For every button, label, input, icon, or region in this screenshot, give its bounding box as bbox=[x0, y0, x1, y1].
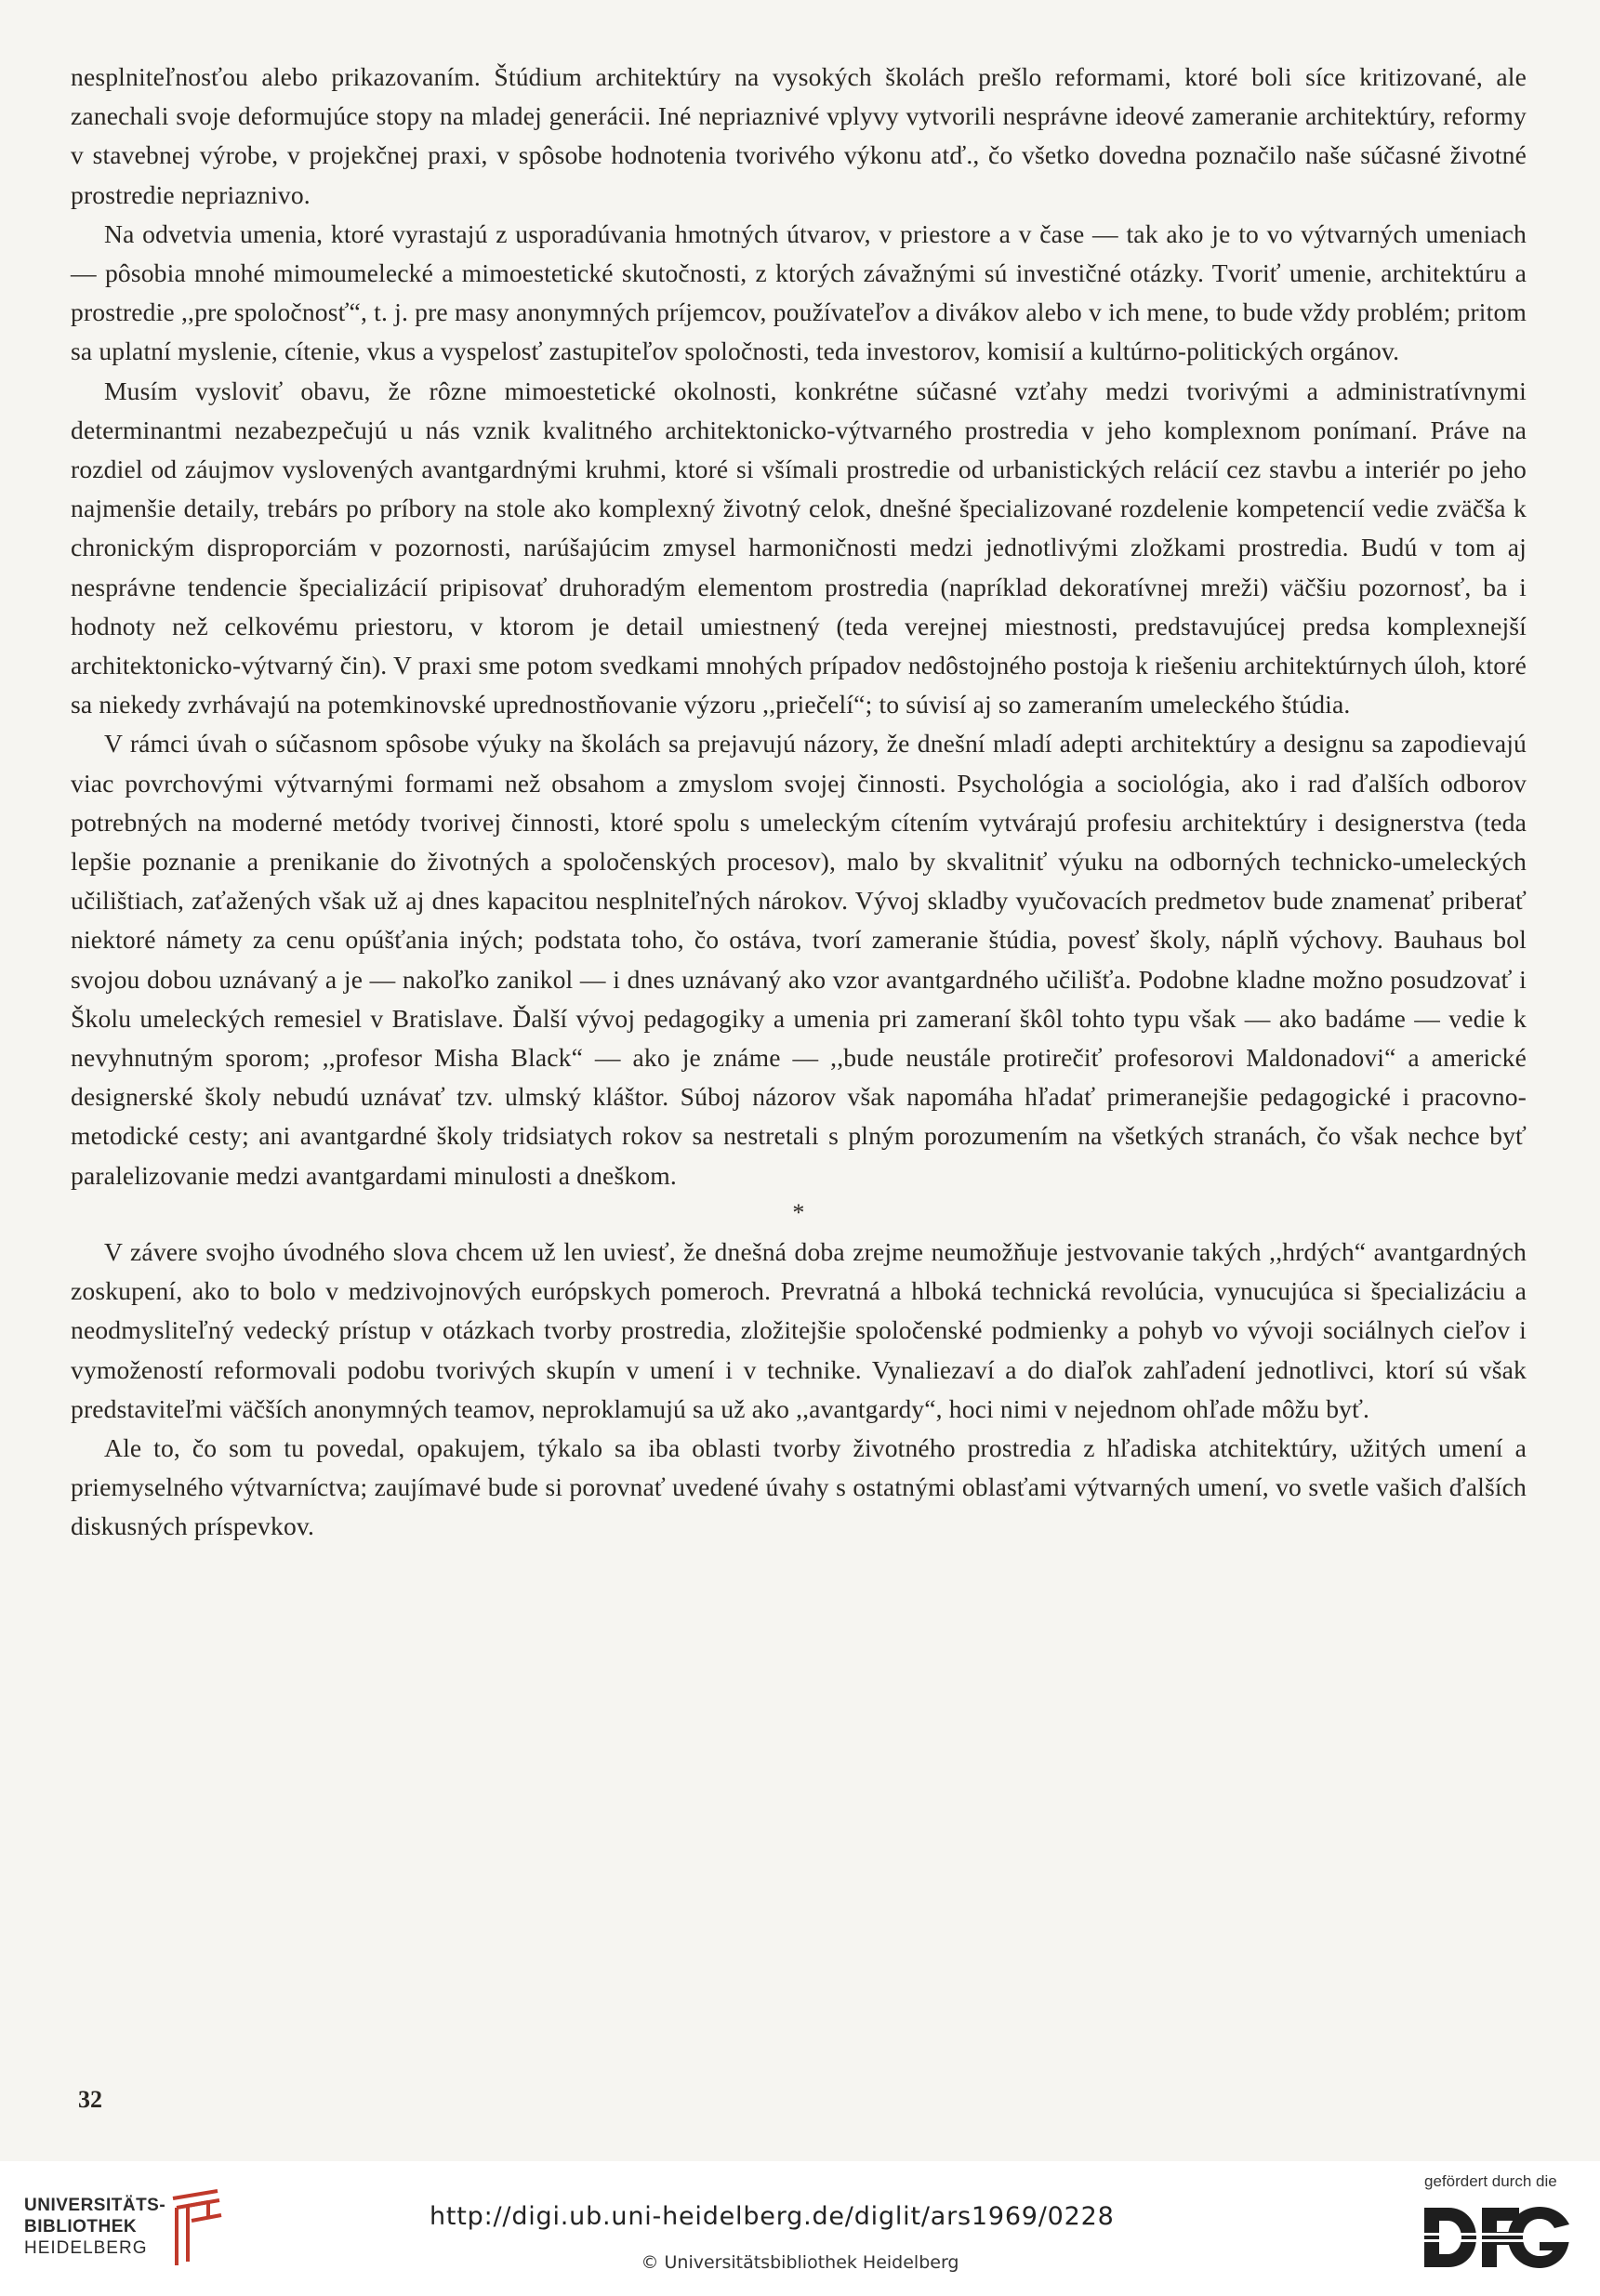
library-name-line: HEIDELBERG bbox=[24, 2238, 148, 2258]
library-name bbox=[24, 2195, 165, 2259]
paragraph: V rámci úvah o súčasnom spôsobe výuky na školách sa prejavujú názory, že dnešní mladí adepti architektúry a designu sa zapodievajú viac povrchovými výtvarnými formami než obsahom a zmyslom svojej činnosti. Psychológia a sociológia, ako i rad ďalších odborov potrebných na moderné metódy tvorivej činnosti, ktoré spolu s umeleckým cítením vytvárajú profesiu architektúry i designerstva (teda lepšie poznanie a prenikanie do životných a spoločenských procesov), malo by skvalitniť výuku na odborných technicko-umeleckých učilištiach, zaťažených však už aj dnes kapacitou nesplniteľných nárokov. Vývoj skladby vyučovacích predmetov bude znamenať priberať niektoré námety za cenu opúšťania iných; podstata toho, čo ostáva, tvorí zameranie štúdia, povesť školy, náplň výchovy. Bauhaus bol svojou dobou uznávaný a je — nakoľko zanikol — i dnes uznávaný ako vzor avantgardného učilišťa. Podobne kladne možno posudzovať i Školu umeleckých remesiel v Bratislave. Ďalší vývoj pedagogiky a umenia pri zameraní škôl tohto typu však — ako badáme — vedie k nevyhnutným sporom; ,,profesor Misha Black“ — ako je známe — ,,bude neustále protirečiť profesorovi Maldonadovi“ a americké designerské školy nebudú uznávať tzv. ulmský kláštor. Súboj názorov však napomáha hľadať primeranejšie pedagogické i pracovno-metodické cesty; ani avantgardné školy tridsiatych rokov sa nestretali s plným porozumením na všetkých stranách, čo však nechce byť paralelizovanie medzi avantgardami minulosti a dneškom. bbox=[71, 729, 1527, 1190]
article-text bbox=[71, 58, 1527, 1547]
paragraph: Na odvetvia umenia, ktoré vyrastajú z usporadúvania hmotných útvarov, v priestore a v čase — tak ako je to vo výtvarných umeniach — pôsobia mnohé mimoumelecké a mimoestetické skutočnosti, z ktorých závažnými sú investičné otázky. Tvoriť umenie, architektúru a prostredie ,,pre spoločnosť“, t. j. pre masy anonymných príjemcov, používateľov a divákov alebo v ich mene, to bude vždy problém; pritom sa uplatní myslenie, cítenie, vkus a vyspelosť zastupiteľov spoločnosti, teda investorov, komisií a kultúrno-politických orgánov. bbox=[71, 218, 1527, 366]
funding-caption: gefördert durch die bbox=[1424, 2172, 1557, 2190]
funder-block bbox=[1415, 2172, 1582, 2282]
dfg-logo-icon bbox=[1422, 2204, 1571, 2271]
paragraph: nesplniteľnosťou alebo prikazovaním. Štúdium architektúry na vysokých školách prešlo reformami, ktoré boli síce kritizované, ale zanechali svoje deformujúce stopy na mladej generácii. Iné nepriaznivé vplyvy vytvorili nesprávne ideové zameranie architektúry, reformy v stavebnej výrobe, v projekčnej praxi, v spôsobe hodnotenia tvorivého výkonu atď., čo všetko dovedna poznačilo naše súčasné životné prostredie nepriaznivo. bbox=[71, 62, 1527, 209]
paragraph: V závere svojho úvodného slova chcem už len uviesť, že dnešná doba zrejme neumožňuje jestvovanie takých ,,hrdých“ avantgardných zoskupení, ako to bolo v medzivojnových európskych pomeroch. Prevratná a hlboká technická revolúcia, vynucujúca si špecializáciu a neodmysliteľný vedecký prístup v otázkach tvorby prostredia, zložitejšie spoločenské podmienky a pohyb vo vývoji sociálnych cieľov i vymožeností reformovali podobu tvorivých skupín v umení i v technike. Vynaliezaví a do diaľok zahľadení jednotlivci, ktorí sú však predstaviteľmi väčších anonymných teamov, neproklamujú sa už ako ,,avantgardy“, hoci nimi v nejednom ohľade môžu byť. bbox=[71, 1236, 1527, 1423]
digitization-footer bbox=[0, 2161, 1600, 2296]
paragraph: Musím vysloviť obavu, že rôzne mimoestetické okolnosti, konkrétne súčasné vzťahy medzi tvorivými a administratívnymi determinantmi nezabezpečujú u nás vznik kvalitného architektonicko-výtvarného prostredia v jeho komplexnom ponímaní. Práve na rozdiel od záujmov vyslovených avantgardnými kruhmi, ktoré si všímali prostredie od urbanistických relácií cez stavbu a interiér po jeho najmenšie detaily, trebárs po príbory na stole ako komplexný životný celok, dnešné špecializované rozdelenie kompetencií vedie zväčša k chronickým disproporciám v pozornosti, narúšajúcim zmysel harmoničnosti medzi jednotlivými zložkami prostredia. Budú v tom aj nesprávne tendencie špecializácií pripisovať druhoradým elementom prostredia (napríklad dekoratívnej mreži) väčšiu pozornosť, ba i hodnoty než celkovému priestoru, v ktorom je detail umiestnený (teda verejnej miestnosti, predstavujúcej predsa komplexnejší architektonicko-výtvarný čin). V praxi sme potom svedkami mnohých prípadov nedôstojného postoja k riešeniu architektúrnych úloh, ktoré sa niekedy zvrhávajú na potemkinovské uprednostňovanie výzoru ,,priečelí“; to súvisí aj so zameraním umeleckého štúdia. bbox=[71, 376, 1527, 719]
library-name-line: BIBLIOTHEK bbox=[24, 2217, 138, 2237]
copyright-notice: © Universitätsbibliothek Heidelberg bbox=[641, 2252, 959, 2273]
page-number: 32 bbox=[78, 2086, 102, 2113]
library-name-line: UNIVERSITÄTS- bbox=[24, 2196, 166, 2215]
paragraph: Ale to, čo som tu povedal, opakujem, týkalo sa iba oblasti tvorby životného prostredia z hľadiska atchitektúry, užitých umení a priemyselného výtvarníctva; zaujímavé bude si porovnať uvedené úvahy s ostatnými oblasťami výtvarných umení, vo svetle vašich ďalších diskusných príspevkov. bbox=[71, 1432, 1527, 1541]
section-separator: * bbox=[792, 1198, 805, 1226]
permalink-url[interactable]: http://digi.ub.uni-heidelberg.de/diglit/ars1969/0228 bbox=[430, 2202, 1115, 2231]
